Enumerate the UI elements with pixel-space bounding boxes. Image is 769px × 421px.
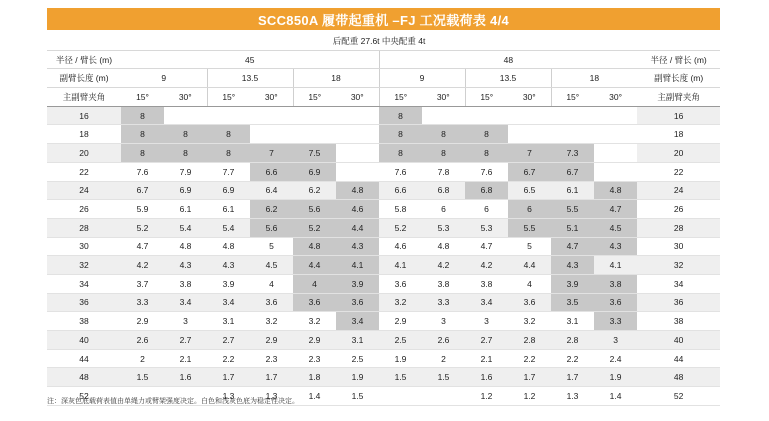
load-cell: 2.5 <box>379 331 422 350</box>
load-cell <box>422 106 465 125</box>
angle-header: 30° <box>594 88 637 107</box>
load-cell: 3.6 <box>508 293 551 312</box>
table-row <box>47 181 720 200</box>
load-cell: 3.8 <box>422 274 465 293</box>
angle-header: 30° <box>508 88 551 107</box>
load-cell: 2.7 <box>164 331 207 350</box>
load-cell: 6.1 <box>164 200 207 219</box>
load-cell: 4.2 <box>465 256 508 275</box>
load-cell: 7 <box>250 144 293 163</box>
load-cell: 6.6 <box>379 181 422 200</box>
load-cell: 8 <box>121 125 164 144</box>
load-cell: 3.9 <box>207 274 250 293</box>
load-cell: 1.9 <box>379 349 422 368</box>
load-cell: 2.7 <box>465 331 508 350</box>
load-cell: 8 <box>207 125 250 144</box>
load-cell: 3.1 <box>336 331 379 350</box>
load-cell: 5.4 <box>164 218 207 237</box>
load-cell: 1.7 <box>207 368 250 387</box>
radius-cell-right: 38 <box>637 312 720 331</box>
angle-header: 30° <box>336 88 379 107</box>
radius-cell-right: 28 <box>637 218 720 237</box>
angle-header: 30° <box>164 88 207 107</box>
load-cell: 7.7 <box>207 162 250 181</box>
load-cell <box>594 106 637 125</box>
radius-cell-right: 16 <box>637 106 720 125</box>
load-cell <box>594 162 637 181</box>
load-cell: 2.9 <box>293 331 336 350</box>
load-cell: 2.5 <box>336 349 379 368</box>
radius-cell-right: 32 <box>637 256 720 275</box>
angle-header: 15° <box>465 88 508 107</box>
load-cell: 2.6 <box>422 331 465 350</box>
counterweight-label: 后配重 27.6t 中央配重 4t <box>121 32 637 50</box>
load-cell: 1.4 <box>594 387 637 406</box>
header-row-jib <box>47 69 720 88</box>
load-cell: 1.7 <box>551 368 594 387</box>
load-cell: 7.8 <box>422 162 465 181</box>
load-cell <box>207 106 250 125</box>
load-cell: 3.8 <box>465 274 508 293</box>
load-cell <box>594 144 637 163</box>
load-cell: 3.9 <box>551 274 594 293</box>
load-cell: 2.2 <box>551 349 594 368</box>
table-row <box>47 125 720 144</box>
load-cell <box>336 144 379 163</box>
table-row <box>47 331 720 350</box>
load-cell: 6.7 <box>121 181 164 200</box>
load-cell: 4.4 <box>508 256 551 275</box>
load-cell: 3.4 <box>207 293 250 312</box>
boom-length-45: 45 <box>121 50 379 69</box>
load-cell: 6.1 <box>551 181 594 200</box>
load-cell: 8 <box>465 125 508 144</box>
load-cell: 2 <box>422 349 465 368</box>
load-cell: 2 <box>121 349 164 368</box>
load-cell: 4.7 <box>121 237 164 256</box>
radius-cell: 24 <box>47 181 121 200</box>
load-cell: 6 <box>465 200 508 219</box>
footnote: 注：深灰色底载荷表值由单绳力或臂架强度决定。白色和浅灰色底为稳定性决定。 <box>47 398 299 405</box>
load-cell: 6.8 <box>465 181 508 200</box>
load-cell: 1.5 <box>379 368 422 387</box>
load-cell: 2.4 <box>594 349 637 368</box>
load-cell: 4.2 <box>422 256 465 275</box>
header-label-empty-right <box>637 32 720 50</box>
load-cell: 5 <box>508 237 551 256</box>
load-cell: 1.6 <box>465 368 508 387</box>
load-cell: 7.6 <box>121 162 164 181</box>
load-cell: 6.2 <box>293 181 336 200</box>
load-cell: 6.2 <box>250 200 293 219</box>
jib-length: 18 <box>293 69 379 88</box>
radius-cell: 40 <box>47 331 121 350</box>
jib-length-label: 副臂长度 (m) <box>47 69 121 88</box>
load-cell <box>465 106 508 125</box>
load-cell <box>336 106 379 125</box>
load-cell: 3.8 <box>594 274 637 293</box>
load-cell: 5.6 <box>250 218 293 237</box>
load-cell: 2.6 <box>121 331 164 350</box>
load-cell <box>422 387 465 406</box>
angle-header: 15° <box>207 88 250 107</box>
radius-cell-right: 18 <box>637 125 720 144</box>
load-cell: 4 <box>293 274 336 293</box>
load-cell: 4.5 <box>250 256 293 275</box>
table-row <box>47 144 720 163</box>
load-cell: 3.4 <box>336 312 379 331</box>
table-row <box>47 256 720 275</box>
load-cell: 2.9 <box>250 331 293 350</box>
load-cell: 3.9 <box>336 274 379 293</box>
radius-cell-right: 48 <box>637 368 720 387</box>
table-title: SCC850A 履带起重机 –FJ 工况载荷表 4/4 <box>47 8 720 30</box>
load-cell: 4.1 <box>594 256 637 275</box>
load-cell <box>336 125 379 144</box>
load-cell: 1.9 <box>336 368 379 387</box>
load-cell: 2.3 <box>250 349 293 368</box>
load-cell: 2.8 <box>551 331 594 350</box>
angle-header: 15° <box>121 88 164 107</box>
load-cell: 5.1 <box>551 218 594 237</box>
load-cell: 1.7 <box>250 368 293 387</box>
load-cell: 4.6 <box>336 200 379 219</box>
load-cell: 3.2 <box>250 312 293 331</box>
load-cell: 4.3 <box>594 237 637 256</box>
load-cell: 3.3 <box>121 293 164 312</box>
load-cell: 1.5 <box>121 368 164 387</box>
load-cell: 3 <box>465 312 508 331</box>
radius-cell-right: 36 <box>637 293 720 312</box>
load-cell: 3.6 <box>594 293 637 312</box>
load-cell: 8 <box>164 125 207 144</box>
load-cell: 5 <box>250 237 293 256</box>
angle-header: 30° <box>422 88 465 107</box>
radius-cell: 52 <box>47 387 121 406</box>
load-cell: 5.2 <box>293 218 336 237</box>
load-cell: 6 <box>422 200 465 219</box>
header-label-empty <box>47 32 121 50</box>
load-cell: 4.8 <box>293 237 336 256</box>
load-cell: 4.1 <box>336 256 379 275</box>
jib-length: 13.5 <box>207 69 293 88</box>
load-cell: 3.2 <box>293 312 336 331</box>
load-cell: 5.8 <box>379 200 422 219</box>
load-cell: 5.5 <box>551 200 594 219</box>
load-cell: 2.9 <box>121 312 164 331</box>
load-cell: 6 <box>508 200 551 219</box>
load-cell <box>293 106 336 125</box>
angle-label: 主副臂夹角 <box>47 88 121 107</box>
load-cell: 5.9 <box>121 200 164 219</box>
load-cell: 3.5 <box>551 293 594 312</box>
header-row-boom <box>47 50 720 69</box>
radius-cell: 38 <box>47 312 121 331</box>
load-cell: 1.9 <box>594 368 637 387</box>
load-cell: 4.4 <box>293 256 336 275</box>
load-cell: 1.3 <box>250 387 293 406</box>
load-cell: 3.3 <box>422 293 465 312</box>
table-row <box>47 237 720 256</box>
jib-length: 13.5 <box>465 69 551 88</box>
load-chart-table <box>47 32 720 406</box>
angle-header: 30° <box>250 88 293 107</box>
load-cell: 1.6 <box>164 368 207 387</box>
radius-cell: 48 <box>47 368 121 387</box>
load-cell <box>250 125 293 144</box>
table-row <box>47 349 720 368</box>
load-cell: 7.3 <box>551 144 594 163</box>
load-cell: 1.5 <box>422 368 465 387</box>
load-cell <box>164 106 207 125</box>
load-cell: 6.5 <box>508 181 551 200</box>
angle-label-right: 主副臂夹角 <box>637 88 720 107</box>
load-cell: 7.9 <box>164 162 207 181</box>
load-cell: 1.2 <box>508 387 551 406</box>
load-cell <box>336 162 379 181</box>
load-cell: 3.7 <box>121 274 164 293</box>
table-row <box>47 293 720 312</box>
radius-cell: 44 <box>47 349 121 368</box>
angle-header: 15° <box>551 88 594 107</box>
load-cell: 6.7 <box>551 162 594 181</box>
load-cell: 8 <box>422 144 465 163</box>
load-cell: 4.1 <box>379 256 422 275</box>
load-cell: 8 <box>207 144 250 163</box>
load-cell: 5.3 <box>422 218 465 237</box>
load-cell: 2.2 <box>508 349 551 368</box>
table-row <box>47 218 720 237</box>
load-cell: 4.8 <box>207 237 250 256</box>
load-cell: 2.8 <box>508 331 551 350</box>
load-cell: 8 <box>379 125 422 144</box>
load-cell: 3.6 <box>336 293 379 312</box>
radius-cell: 26 <box>47 200 121 219</box>
load-cell: 6.4 <box>250 181 293 200</box>
radius-cell: 32 <box>47 256 121 275</box>
load-cell: 3.2 <box>508 312 551 331</box>
load-cell: 8 <box>121 106 164 125</box>
load-cell: 8 <box>164 144 207 163</box>
load-cell: 6.7 <box>508 162 551 181</box>
load-cell: 6.8 <box>422 181 465 200</box>
load-cell: 4.8 <box>594 181 637 200</box>
radius-boom-label-right: 半径 / 臂长 (m) <box>637 50 720 69</box>
load-cell: 4.7 <box>594 200 637 219</box>
load-cell: 7.6 <box>465 162 508 181</box>
load-cell: 3.4 <box>164 293 207 312</box>
load-cell: 3.6 <box>379 274 422 293</box>
load-cell: 4.3 <box>551 256 594 275</box>
load-cell: 4.8 <box>336 181 379 200</box>
radius-cell: 30 <box>47 237 121 256</box>
load-cell: 6.9 <box>164 181 207 200</box>
load-cell <box>250 106 293 125</box>
load-cell: 1.3 <box>207 387 250 406</box>
load-cell <box>293 125 336 144</box>
load-cell: 6.9 <box>293 162 336 181</box>
table-row <box>47 368 720 387</box>
radius-boom-label: 半径 / 臂长 (m) <box>47 50 121 69</box>
radius-cell: 28 <box>47 218 121 237</box>
load-cell: 4.8 <box>164 237 207 256</box>
jib-length: 9 <box>379 69 465 88</box>
radius-cell-right: 44 <box>637 349 720 368</box>
table-row <box>47 274 720 293</box>
load-cell: 4.8 <box>422 237 465 256</box>
header-row-counterweight <box>47 32 720 50</box>
load-cell: 1.3 <box>551 387 594 406</box>
load-cell: 4 <box>250 274 293 293</box>
table-row <box>47 200 720 219</box>
jib-length-label-right: 副臂长度 (m) <box>637 69 720 88</box>
jib-length: 9 <box>121 69 207 88</box>
load-cell: 3.4 <box>465 293 508 312</box>
load-cell <box>594 125 637 144</box>
load-cell: 3 <box>422 312 465 331</box>
load-cell: 5.4 <box>207 218 250 237</box>
load-cell: 2.2 <box>207 349 250 368</box>
radius-cell-right: 52 <box>637 387 720 406</box>
radius-cell-right: 20 <box>637 144 720 163</box>
load-cell: 3.6 <box>250 293 293 312</box>
load-cell: 4 <box>508 274 551 293</box>
load-cell: 2.1 <box>465 349 508 368</box>
load-cell: 8 <box>379 144 422 163</box>
load-cell: 4.6 <box>379 237 422 256</box>
table-row <box>47 162 720 181</box>
load-cell: 2.7 <box>207 331 250 350</box>
load-cell: 2.9 <box>379 312 422 331</box>
load-cell: 6.9 <box>207 181 250 200</box>
load-cell: 5.2 <box>121 218 164 237</box>
load-cell: 5.2 <box>379 218 422 237</box>
load-cell: 7.6 <box>379 162 422 181</box>
load-cell: 7 <box>508 144 551 163</box>
load-cell: 4.3 <box>207 256 250 275</box>
load-cell: 4.5 <box>594 218 637 237</box>
load-cell: 6.6 <box>250 162 293 181</box>
radius-cell-right: 34 <box>637 274 720 293</box>
load-cell: 3.8 <box>164 274 207 293</box>
table-row <box>47 312 720 331</box>
load-cell <box>551 106 594 125</box>
load-cell: 7.5 <box>293 144 336 163</box>
load-cell: 3.3 <box>594 312 637 331</box>
radius-cell: 36 <box>47 293 121 312</box>
load-cell: 3.6 <box>293 293 336 312</box>
load-cell: 1.4 <box>293 387 336 406</box>
load-cell: 8 <box>379 106 422 125</box>
load-cell: 3.1 <box>551 312 594 331</box>
load-cell: 8 <box>422 125 465 144</box>
load-cell <box>508 106 551 125</box>
load-cell: 1.2 <box>465 387 508 406</box>
radius-cell: 20 <box>47 144 121 163</box>
load-cell: 8 <box>465 144 508 163</box>
load-cell: 1.5 <box>336 387 379 406</box>
load-cell: 4.4 <box>336 218 379 237</box>
load-cell: 2.1 <box>164 349 207 368</box>
load-cell: 5.5 <box>508 218 551 237</box>
angle-header: 15° <box>379 88 422 107</box>
load-cell: 5.6 <box>293 200 336 219</box>
load-cell: 3 <box>594 331 637 350</box>
load-cell: 4.3 <box>336 237 379 256</box>
load-cell: 3 <box>164 312 207 331</box>
load-cell: 4.7 <box>465 237 508 256</box>
radius-cell: 34 <box>47 274 121 293</box>
load-cell: 1.8 <box>293 368 336 387</box>
radius-cell-right: 22 <box>637 162 720 181</box>
header-row-angle <box>47 88 720 107</box>
radius-cell-right: 30 <box>637 237 720 256</box>
load-cell: 6.1 <box>207 200 250 219</box>
boom-length-48: 48 <box>379 50 637 69</box>
load-cell: 8 <box>121 144 164 163</box>
load-cell: 5.3 <box>465 218 508 237</box>
load-cell: 4.2 <box>121 256 164 275</box>
angle-header: 15° <box>293 88 336 107</box>
load-cell: 1.7 <box>508 368 551 387</box>
load-cell: 4.3 <box>164 256 207 275</box>
load-cell <box>551 125 594 144</box>
table-row <box>47 106 720 125</box>
radius-cell: 16 <box>47 106 121 125</box>
radius-cell-right: 24 <box>637 181 720 200</box>
load-cell: 3.1 <box>207 312 250 331</box>
load-cell <box>508 125 551 144</box>
load-cell: 3.2 <box>379 293 422 312</box>
radius-cell-right: 26 <box>637 200 720 219</box>
load-cell: 2.3 <box>293 349 336 368</box>
radius-cell-right: 40 <box>637 331 720 350</box>
jib-length: 18 <box>551 69 637 88</box>
load-cell <box>379 387 422 406</box>
radius-cell: 22 <box>47 162 121 181</box>
radius-cell: 18 <box>47 125 121 144</box>
load-cell: 4.7 <box>551 237 594 256</box>
